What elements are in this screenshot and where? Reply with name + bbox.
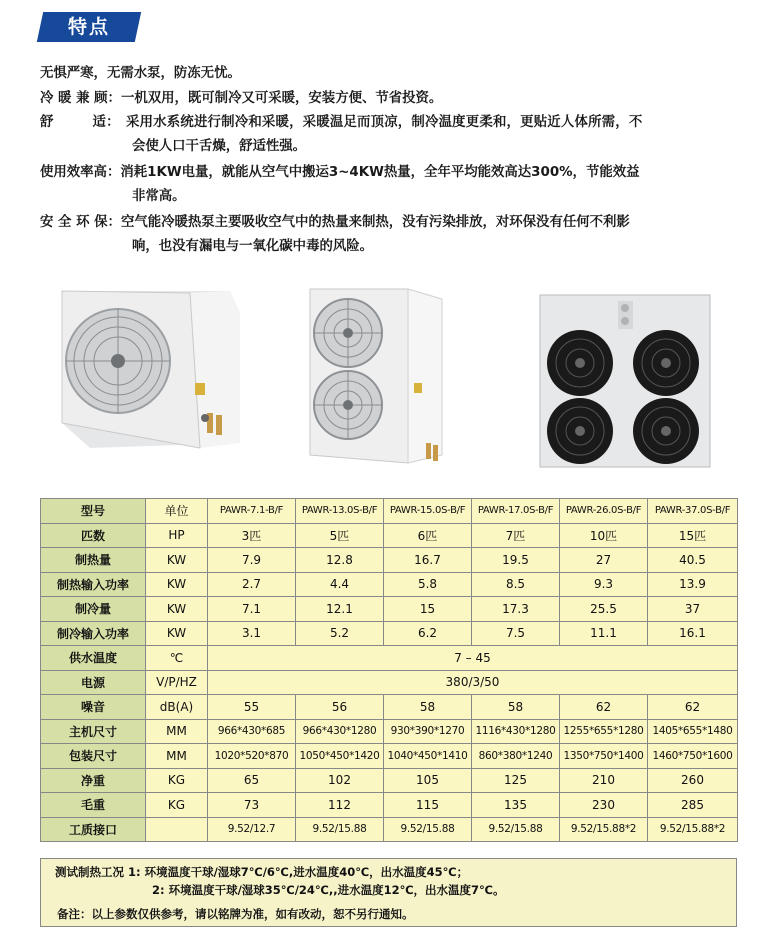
row-value: 16.7 xyxy=(384,548,472,573)
row-value: 13.9 xyxy=(648,572,738,597)
row-unit: HP xyxy=(146,523,208,548)
row-value: 1255*655*1280 xyxy=(560,719,648,744)
row-value: 1116*430*1280 xyxy=(472,719,560,744)
row-value: 62 xyxy=(560,695,648,720)
heat-pump-quad-fan-image xyxy=(538,293,713,473)
row-value: 9.52/12.7 xyxy=(208,817,296,842)
row-value: 55 xyxy=(208,695,296,720)
table-row xyxy=(41,548,738,573)
row-value: 3匹 xyxy=(208,523,296,548)
row-value: 7.5 xyxy=(472,621,560,646)
row-value: 56 xyxy=(296,695,384,720)
table-row xyxy=(41,621,738,646)
fan-bottom-right xyxy=(633,398,699,464)
row-label: 电源 xyxy=(41,670,146,695)
row-value: 2.7 xyxy=(208,572,296,597)
row-value: 15匹 xyxy=(648,523,738,548)
row-value: 7匹 xyxy=(472,523,560,548)
row-label: 制热输入功率 xyxy=(41,572,146,597)
feature-item xyxy=(40,161,640,185)
row-value: 125 xyxy=(472,768,560,793)
fan-top-right xyxy=(633,330,699,396)
feature-text-cont: 非常高。 xyxy=(132,189,186,204)
row-value: 260 xyxy=(648,768,738,793)
row-label: 供水温度 xyxy=(41,646,146,671)
row-value: 285 xyxy=(648,793,738,818)
feature-text: 一机双用，既可制冷又可采暖，安装方便、节省投资。 xyxy=(120,91,443,106)
product-photos xyxy=(0,283,778,483)
table-row xyxy=(41,597,738,622)
row-value: 7.1 xyxy=(208,597,296,622)
row-unit: KG xyxy=(146,793,208,818)
feature-text-cont: 响，也没有漏电与一氧化碳中毒的风险。 xyxy=(132,239,374,254)
row-value: 1020*520*870 xyxy=(208,744,296,769)
row-unit: MM xyxy=(146,744,208,769)
spec-table xyxy=(40,498,738,842)
row-label: 噪音 xyxy=(41,695,146,720)
row-unit: KW xyxy=(146,572,208,597)
row-value: 4.4 xyxy=(296,572,384,597)
remark-note xyxy=(40,902,737,927)
header-model-name: PAWR-26.0S-B/F xyxy=(560,499,648,524)
feature-label: 冷 暖 兼 顾： xyxy=(40,91,121,106)
row-label: 制冷输入功率 xyxy=(41,621,146,646)
row-label: 包装尺寸 xyxy=(41,744,146,769)
header-model-label: 型号 xyxy=(41,499,146,524)
header-model-name: PAWR-13.0S-B/F xyxy=(296,499,384,524)
row-value: 6.2 xyxy=(384,621,472,646)
row-value: 37 xyxy=(648,597,738,622)
row-value: 7.9 xyxy=(208,548,296,573)
row-value: 210 xyxy=(560,768,648,793)
header-model-name: PAWR-37.0S-B/F xyxy=(648,499,738,524)
row-value: 966*430*685 xyxy=(208,719,296,744)
row-value: 112 xyxy=(296,793,384,818)
row-value: 62 xyxy=(648,695,738,720)
table-row xyxy=(41,646,738,671)
row-value: 58 xyxy=(384,695,472,720)
table-row xyxy=(41,670,738,695)
row-value: 40.5 xyxy=(648,548,738,573)
table-row xyxy=(41,523,738,548)
row-value: 8.5 xyxy=(472,572,560,597)
row-value: 115 xyxy=(384,793,472,818)
row-value: 1040*450*1410 xyxy=(384,744,472,769)
table-row xyxy=(41,719,738,744)
table-row xyxy=(41,695,738,720)
row-value: 5.8 xyxy=(384,572,472,597)
row-value: 860*380*1240 xyxy=(472,744,560,769)
row-unit xyxy=(146,817,208,842)
table-row xyxy=(41,793,738,818)
row-value: 3.1 xyxy=(208,621,296,646)
test-conditions-note xyxy=(40,858,737,904)
row-value: 65 xyxy=(208,768,296,793)
row-label: 制热量 xyxy=(41,548,146,573)
table-row xyxy=(41,744,738,769)
row-unit: ℃ xyxy=(146,646,208,671)
test-condition-1: 测试制热工况 1: 环境温度干球/湿球7℃/6℃,进水温度40℃，出水温度45℃； xyxy=(55,865,469,879)
row-value: 102 xyxy=(296,768,384,793)
fan-bottom-left xyxy=(547,398,613,464)
row-value: 9.52/15.88*2 xyxy=(560,817,648,842)
row-value: 58 xyxy=(472,695,560,720)
row-span-value: 380/3/50 xyxy=(208,670,738,695)
row-unit: KW xyxy=(146,597,208,622)
header-model-name: PAWR-17.0S-B/F xyxy=(472,499,560,524)
row-value: 5.2 xyxy=(296,621,384,646)
header-unit-label: 单位 xyxy=(146,499,208,524)
row-value: 5匹 xyxy=(296,523,384,548)
row-value: 73 xyxy=(208,793,296,818)
table-row xyxy=(41,768,738,793)
row-value: 10匹 xyxy=(560,523,648,548)
feature-label: 舒 适： xyxy=(40,115,120,130)
fan-top-left xyxy=(547,330,613,396)
row-label: 匹数 xyxy=(41,523,146,548)
feature-label: 使用效率高： xyxy=(40,165,121,180)
row-value: 11.1 xyxy=(560,621,648,646)
row-value: 6匹 xyxy=(384,523,472,548)
row-label: 主机尺寸 xyxy=(41,719,146,744)
row-unit: KW xyxy=(146,548,208,573)
row-value: 1460*750*1600 xyxy=(648,744,738,769)
row-value: 1050*450*1420 xyxy=(296,744,384,769)
row-value: 9.52/15.88 xyxy=(296,817,384,842)
row-value: 19.5 xyxy=(472,548,560,573)
row-value: 135 xyxy=(472,793,560,818)
row-value: 12.1 xyxy=(296,597,384,622)
table-header-row xyxy=(41,499,738,524)
row-value: 17.3 xyxy=(472,597,560,622)
row-unit: MM xyxy=(146,719,208,744)
feature-text: 采用水系统进行制冷和采暖，采暖温足而顶凉，制冷温度更柔和，更贴近人体所需，不 xyxy=(126,115,643,130)
heat-pump-single-fan-image xyxy=(40,283,245,458)
section-title: 特点 xyxy=(67,16,110,38)
feature-item xyxy=(40,87,442,111)
row-value: 1350*750*1400 xyxy=(560,744,648,769)
row-unit: V/P/HZ xyxy=(146,670,208,695)
feature-text: 空气能冷暖热泵主要吸收空气中的热量来制热，没有污染排放，对环保没有任何不利影 xyxy=(120,215,630,230)
row-span-value: 7 – 45 xyxy=(208,646,738,671)
feature-label: 安 全 环 保： xyxy=(40,215,121,230)
row-value: 230 xyxy=(560,793,648,818)
row-unit: KW xyxy=(146,621,208,646)
row-label: 工质接口 xyxy=(41,817,146,842)
row-value: 25.5 xyxy=(560,597,648,622)
row-value: 12.8 xyxy=(296,548,384,573)
remark-text: 备注：以上参数仅供参考，请以铭牌为准，如有改动，恕不另行通知。 xyxy=(57,907,414,921)
row-label: 净重 xyxy=(41,768,146,793)
row-label: 制冷量 xyxy=(41,597,146,622)
row-value: 966*430*1280 xyxy=(296,719,384,744)
row-unit: dB(A) xyxy=(146,695,208,720)
test-condition-2: 2: 环境温度干球/湿球35℃/24℃,,进水温度12℃，出水温度7℃。 xyxy=(152,883,505,897)
row-value: 9.52/15.88 xyxy=(472,817,560,842)
row-value: 15 xyxy=(384,597,472,622)
row-value: 16.1 xyxy=(648,621,738,646)
feature-text-cont: 会使人口干舌燥，舒适性强。 xyxy=(132,139,307,154)
table-row xyxy=(41,817,738,842)
row-value: 9.3 xyxy=(560,572,648,597)
row-value: 1405*655*1480 xyxy=(648,719,738,744)
feature-text: 消耗1KW电量，就能从空气中搬运3~4KW热量，全年平均能效高达300%，节能效益 xyxy=(120,165,640,180)
table-row xyxy=(41,572,738,597)
row-label: 毛重 xyxy=(41,793,146,818)
row-value: 9.52/15.88 xyxy=(384,817,472,842)
header-model-name: PAWR-7.1-B/F xyxy=(208,499,296,524)
header-model-name: PAWR-15.0S-B/F xyxy=(384,499,472,524)
row-value: 105 xyxy=(384,768,472,793)
feature-item xyxy=(40,111,642,135)
row-value: 27 xyxy=(560,548,648,573)
row-value: 9.52/15.88*2 xyxy=(648,817,738,842)
feature-item xyxy=(40,211,630,235)
row-unit: KG xyxy=(146,768,208,793)
feature-intro: 无惧严寒，无需水泵，防冻无忧。 xyxy=(40,66,241,81)
row-value: 930*390*1270 xyxy=(384,719,472,744)
heat-pump-double-fan-image xyxy=(308,283,448,468)
